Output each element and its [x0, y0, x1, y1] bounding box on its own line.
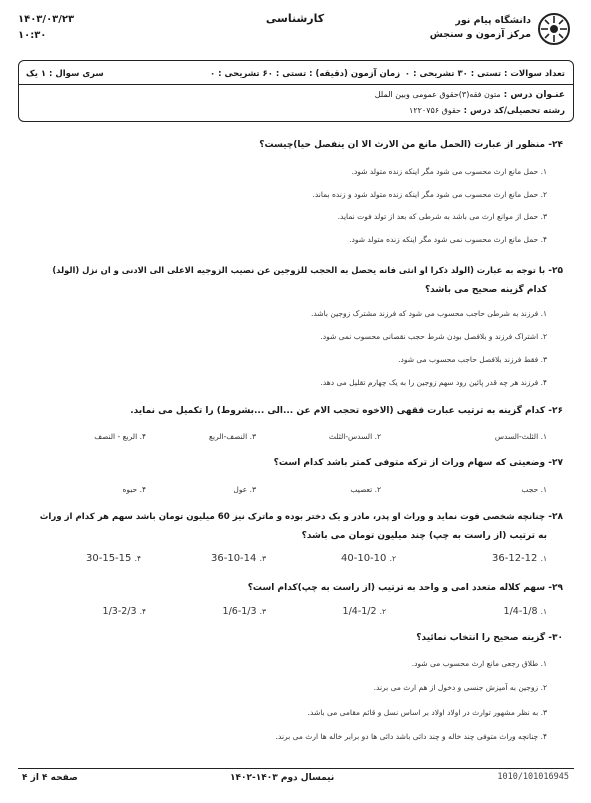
q24-option-2[interactable]: ۲. حمل مانع ارث محسوب می شود مگر اینکه زنده متولد شود و زنده بماند.: [312, 190, 547, 199]
question-number: ۲۴-: [548, 140, 563, 150]
q27-option-1[interactable]: ۱. حجب: [521, 485, 547, 494]
footer-divider: [18, 768, 574, 769]
q25-option-4[interactable]: ۴. فرزند هر چه قدر پائین رود سهم زوجین را به یک چهارم تقلیل می دهد.: [320, 378, 547, 387]
question-number: ۲۵-: [548, 266, 563, 276]
q27-option-2[interactable]: ۲. تعصیب: [350, 485, 381, 494]
q29-option-4[interactable]: ۴. 1/3-2/3: [102, 606, 146, 617]
question-text: کدام گزینه به ترتیب عبارت فقهی (الاخوه تحجب الام عن ...الی ...بشروط) را تکمیل می نماید.: [130, 406, 546, 416]
q30-option-2[interactable]: ۲. زوجین به آمیزش جنسی و دخول از هم ارث می برند.: [373, 683, 547, 692]
q24-option-4[interactable]: ۴. حمل مانع ارث محسوب نمی شود مگر اینکه زنده متولد شود.: [349, 235, 547, 244]
exam-duration: زمان آزمون (دقیقه) : تستی : ۶۰ تشریحی : ۰: [210, 69, 401, 79]
field-row: [409, 106, 565, 116]
course-name: متون فقه(۳)حقوق عمومی وبین الملل: [374, 90, 501, 99]
course-row: [375, 90, 565, 100]
exam-date-time: [18, 12, 74, 44]
question-text: سهم کلاله متعدد امی و واحد به ترتیب (از راست به چپ)کدام است؟: [247, 583, 546, 593]
field-code: حقوق ۱۲۲۰۷۵۶: [409, 106, 461, 115]
question-28-line2: به ترتیب (از راست به چپ) چند میلیون تومان می باشد؟: [301, 531, 547, 541]
q24-option-3[interactable]: ۳. حمل از موانع ارث می باشد به شرطی که بعد از تولد فوت نماید.: [337, 212, 547, 221]
question-number: ۲۶-: [548, 406, 563, 416]
q26-option-1[interactable]: ۱. الثلث-السدس: [494, 432, 547, 441]
course-label: عنـوان درس :: [503, 90, 565, 100]
degree-title: کارشناسی: [265, 12, 325, 25]
q28-option-3[interactable]: ۳. 36-10-14: [211, 553, 266, 564]
question-25: [18, 265, 563, 276]
q29-option-2[interactable]: ۲. 1/4-1/2: [342, 606, 386, 617]
exam-series: سری سوال : ۱ یک: [26, 69, 104, 79]
q26-option-4[interactable]: ۴. الربع - النصف: [94, 432, 146, 441]
question-text: وضعیتی که سهام وراث از ترکه متوفی کمتر باشد کدام است؟: [273, 458, 546, 468]
q26-option-2[interactable]: ۲. السدس-الثلث: [328, 432, 381, 441]
question-number: ۲۸-: [548, 512, 563, 522]
exam-date: ۱۴۰۳/۰۳/۲۳: [18, 14, 75, 25]
q30-option-1[interactable]: ۱. طلاق رجعی مانع ارث محسوب می شود.: [411, 659, 547, 668]
question-number: ۲۷-: [548, 458, 563, 468]
question-text: منظور از عبارت (الحمل مانع من الارث الا ان ینفصل حیا)چیست؟: [259, 140, 546, 150]
university-logo-icon: [537, 12, 571, 46]
q24-option-1[interactable]: ۱. حمل مانع ارث محسوب می شود مگر اینکه زنده متولد شود.: [351, 167, 547, 176]
exam-code: 1010/101016945: [497, 772, 569, 782]
q28-option-1[interactable]: ۱. 36-12-12: [492, 553, 547, 564]
q25-option-3[interactable]: ۳. فقط فرزند بلافصل حاجب محسوب می شود.: [398, 355, 547, 364]
question-29: [248, 583, 563, 593]
question-24: [259, 140, 563, 150]
question-27: [274, 458, 563, 468]
q27-option-4[interactable]: ۴. حبوه: [122, 485, 146, 494]
question-text: چنانچه شخصی فوت نماید و وراث او پدر، مادر و یک دختر بوده و ماترک نیز 60 میلیون تومان باشد سهم هر کدام از وراث: [39, 512, 546, 522]
q28-option-2[interactable]: ۲. 40-10-10: [341, 553, 396, 564]
q30-option-3[interactable]: ۳. به نظر مشهور توارث در اولاد اولاد بر اساس نسل و قائم مقامی می باشد.: [307, 708, 547, 717]
center-label: مرکز آزمون و سنجش: [429, 29, 531, 40]
question-number: ۳۰-: [548, 633, 563, 643]
q25-option-1[interactable]: ۱. فرزند به شرطی حاجب محسوب می شود که فرزند مشترک زوجین باشد.: [311, 309, 547, 318]
field-label: رشته تحصیلی/کد درس :: [463, 106, 565, 116]
q27-option-3[interactable]: ۳. عول: [233, 485, 256, 494]
question-25-line2: کدام گزینه صحیح می باشد؟: [424, 285, 547, 295]
q26-option-3[interactable]: ۳. النصف-الربع: [208, 432, 256, 441]
question-text: گزینه صحیح را انتخاب نمائید؟: [416, 633, 546, 643]
info-divider: [18, 84, 574, 85]
q29-option-3[interactable]: ۳. 1/6-1/3: [222, 606, 266, 617]
page-number: صفحه ۴ از ۴: [22, 773, 78, 783]
semester-label: نیمسال دوم ۱۴۰۳-۱۴۰۲: [230, 773, 335, 783]
q28-option-4[interactable]: ۴. 30-15-15: [86, 553, 141, 564]
q30-option-4[interactable]: ۴. چنانچه وراث متوفی چند خاله و چند دائی باشد دائی ها دو برابر خاله ها ارث می برند.: [275, 732, 547, 741]
q29-option-1[interactable]: ۱. 1/4-1/8: [503, 606, 547, 617]
question-text: با توجه به عبارت (الولد ذکرا او انثی فانه یحصل به الحجب للزوجین عن نصیب الزوجیه الاعلی الی الادنی و ان نزل (الولد): [52, 265, 546, 275]
q25-option-2[interactable]: ۲. اشتراک فرزند و بلافصل بودن شرط حجب نقصانی محسوب نمی شود.: [320, 332, 547, 341]
question-28: [40, 512, 563, 522]
question-30: [416, 633, 563, 643]
num-questions: تعداد سوالات : تستی : ۳۰ تشریحی : ۰: [404, 69, 565, 79]
exam-time: ۱۰:۳۰: [18, 30, 47, 41]
university-name: [430, 14, 531, 42]
question-number: ۲۹-: [548, 583, 563, 593]
question-26: [130, 406, 563, 416]
university-label: دانشگاه پیام نور: [455, 15, 531, 26]
